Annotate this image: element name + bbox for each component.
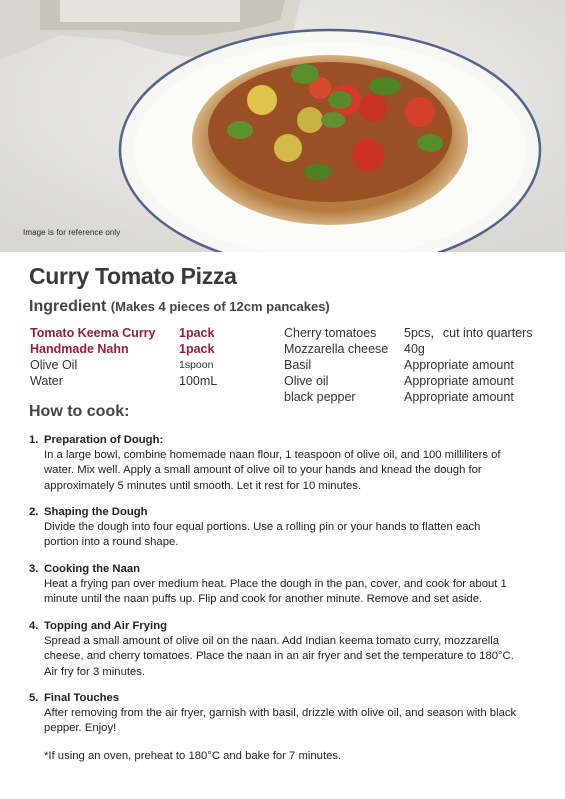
hero-image — [0, 0, 565, 252]
ingredient-name: Handmade Nahn — [30, 342, 129, 356]
ingredient-subheading: (Makes 4 pieces of 12cm pancakes) — [110, 299, 330, 314]
step-number: 5. — [29, 692, 39, 704]
ingredient-name: black pepper — [284, 390, 356, 404]
ingredient-heading-label: Ingredient — [29, 298, 107, 315]
oven-note: *If using an oven, preheat to 180°C and bake for 7 minutes. — [44, 750, 342, 762]
step-line: portion into a round shape. — [44, 536, 179, 549]
step-line: Heat a frying pan over medium heat. Place the dough in the pan, cover, and cook for about 1 — [44, 578, 507, 591]
step — [29, 505, 545, 551]
ingredient-qty: 5pcs，cut into quarters — [404, 326, 533, 340]
step-line: cheese, and cherry tomatoes. Place the naan in an air fryer and set the temperature to 180°C. — [44, 650, 514, 663]
step-title: Topping and Air Frying — [44, 620, 167, 632]
ingredient-name: Mozzarella cheese — [284, 342, 389, 356]
recipe-title: Curry Tomato Pizza — [29, 263, 237, 289]
ingredient-name: Olive oil — [284, 374, 329, 388]
image-disclaimer: Image is for reference only — [23, 228, 121, 237]
step-title: Final Touches — [44, 692, 120, 704]
step — [29, 562, 545, 608]
ingredient-qty: Appropriate amount — [404, 374, 514, 388]
howto-heading: How to cook: — [29, 403, 130, 420]
ingredient-heading — [29, 298, 330, 316]
ingredient-qty: 100mL — [179, 374, 218, 388]
step-title: Preparation of Dough: — [44, 434, 164, 446]
step-number: 2. — [29, 506, 39, 518]
ingredient-name: Tomato Keema Curry — [30, 326, 156, 340]
ingredient-qty: Appropriate amount — [404, 358, 514, 372]
step-line: water. Mix well. Apply a small amount of olive oil to your hands and knead the dough for — [44, 464, 482, 477]
step — [29, 433, 545, 494]
ingredient-qty: Appropriate amount — [404, 390, 514, 404]
step-title: Shaping the Dough — [44, 506, 148, 518]
step-line: minute until the naan puffs up. Flip and cook for another minute. Remove and set aside. — [44, 593, 483, 606]
step-line: approximately 5 minutes until smooth. Let it rest for 10 minutes. — [44, 479, 362, 492]
step-number: 4. — [29, 620, 39, 632]
pizza-photo — [0, 0, 565, 252]
step-line: Divide the dough into four equal portions. Use a rolling pin or your hands to flatten each — [44, 521, 481, 534]
step-line: Air fry for 3 minutes. — [44, 665, 146, 678]
ingredient-name: Cherry tomatoes — [284, 326, 377, 340]
ingredient-name: Olive Oil — [30, 358, 78, 372]
step-title: Cooking the Naan — [44, 563, 141, 575]
step-line: In a large bowl, combine homemade naan flour, 1 teaspoon of olive oil, and 100 milliliters of — [44, 449, 501, 462]
step-line: After removing from the air fryer, garnish with basil, drizzle with olive oil, and season with black — [44, 707, 517, 720]
ingredient-qty: 40g — [404, 342, 425, 356]
ingredient-qty: 1pack — [179, 326, 215, 340]
ingredient-name: Water — [30, 374, 63, 388]
step-number: 3. — [29, 563, 39, 575]
ingredient-name: Basil — [284, 358, 312, 372]
ingredient-qty: 1pack — [179, 342, 215, 356]
step-line: Spread a small amount of olive oil on the naan. Add Indian keema tomato curry, mozzarella — [44, 635, 500, 648]
ingredient-qty: 1spoon — [179, 359, 214, 371]
step — [29, 691, 545, 737]
step — [29, 619, 545, 680]
step-number: 1. — [29, 434, 39, 446]
step-line: pepper. Enjoy! — [44, 722, 117, 735]
